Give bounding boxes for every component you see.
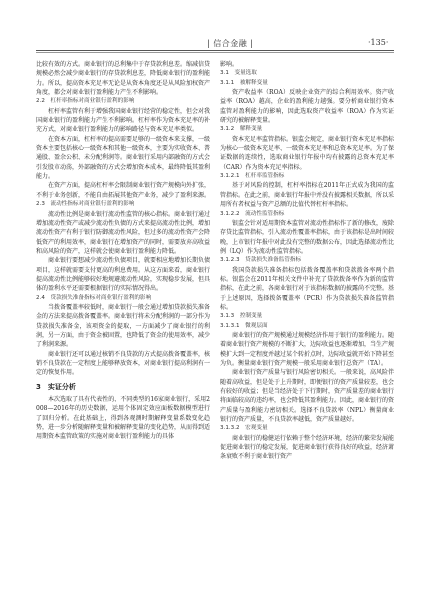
- subsection-heading: 2.4 贷款损失准备指标对商业银行盈利的影响: [36, 294, 152, 301]
- paragraph: 商业银行资产质量与银行风险密切相关。一般来说，高风险伴随着高收益，但是处于上升期时，即便银行的资产质量较差，也会有较好的收益；但是当经济处于下行期时，资产质量差的商业银行将面临较高的违约率，也会降低其盈利能力。因此，商业银行的资产质量与盈利能力密切相关。选择不良贷款率（NPL）衡量商业银行的资产质量，不良贷款率越低，资产质量越好。: [220, 369, 395, 424]
- subsection-heading: 2.3 流动性指标对商业银行盈利的影响: [36, 201, 135, 208]
- header-divider: [36, 50, 394, 51]
- paragraph: 商业银行的稳健运行依赖于整个经济环境，经济的繁荣发展能促进商业银行的稳定发展，促进商业银行获得良好的收益，经济萧条衰败不利于商业银行资产: [220, 434, 395, 461]
- subsection-heading: 3.1 变量选取: [220, 70, 257, 77]
- page-header: [0, 0, 427, 48]
- subsection-heading: 3.1.2.2 流动性监管指标: [220, 210, 285, 217]
- paragraph: 商业银行的资产规模通过规模经济作用于银行的盈利能力。随着商业银行资产规模的不断扩大，边际收益也逐渐增加，当生产规模扩大到一定程度并越过某个转折点时，边际收益就开始下降甚至为负。衡量商业银行资产规模一般采用商业银行总资产（TA）。: [220, 331, 395, 367]
- paragraph: 资产收益率（ROA）反映企业资产的综合利用效率。资产收益率（ROA）越高，企业的盈利能力越强。要分析商业银行资本监管对盈利能力的影响，因此选取资产收益率（ROA）作为实证研究的被解释变量。: [220, 89, 394, 125]
- page-number: ·135·: [368, 38, 389, 47]
- subsection-heading: 3.1.1 被解释变量: [220, 79, 268, 86]
- paragraph: 杠杆率监管有利于增强我国商业银行经营的稳定性，但会对我国商业银行的盈利能力产生不利影响。杠杆率作为资本充足率的补充方式，对商业银行盈利能力的影响路径与资本充足率类似。: [36, 107, 211, 134]
- right-column: [220, 60, 394, 462]
- paragraph: 我国贷款损失准备指标包括拨备覆盖率和贷款拨备率两个指标。银监会在2011年相关文件中补充了贷款拨备率作为新的监管指标，在此之前，各商业银行对于该指标数据的披露尚不完整。基于上述原因，选择拨备覆盖率（PCR）作为贷款损失准备监管指标。: [220, 266, 395, 311]
- subsection-heading: 3.1.3 控制变量: [220, 313, 263, 320]
- paragraph: 在资产方面，提高杠杆率会限制商业银行资产规模向外扩张，不利于业务创新，不能自由拓展其他资产业务，减少了盈利来源。: [36, 182, 211, 199]
- paragraph: 当拨备覆盖率较低时，商业银行一般会通过增加贷款损失准备金的方法来提高拨备覆盖率。商业银行将未分配利润的一部分作为贷款损失准备金，该项资金的提取，一方面减少了商业银行的利润，另一方面，由于资金被固置，也降低了资金的使用效率，减少了利润来源。: [36, 303, 211, 349]
- journal-title: | 信合金融 |: [207, 39, 254, 48]
- subsection-heading: 2.2 杠杆率指标对商业银行盈利的影响: [36, 98, 135, 105]
- paragraph: 资本充足率监管指标。银监会规定，商业银行资本充足率指标为核心一级资本充足率、一级资本充足率和总资本充足率。为了保证数据的连续性，选取商业银行年报中均有披露的总资本充足率（CAR）作为资本充足率指标。: [220, 135, 395, 171]
- paragraph: 商业银行还可以通过核销不良贷款的方式提高拨备覆盖率，核销不良贷款在一定程度上能够释放资本，对商业银行提高利润有一定的恢复作用。: [36, 350, 211, 377]
- subsection-heading: 3.1.2.1 杠杆率监管指标: [220, 173, 285, 180]
- paragraph: 影响。: [220, 61, 239, 68]
- subsection-heading: 3.1.3.2 宏观变量: [220, 425, 268, 432]
- paragraph: 银监会针对适用期资本监管对流动性指标作了新的修改，废除存贷比监管指标，引入流动性覆盖率指标，由于该指标是出时间较晚，上市银行年报中对此没有完整的数据公布，因此选择流动性比例（LQ）作为流动性监管指标。: [220, 219, 395, 255]
- header-divider-thin: [36, 52, 394, 53]
- paragraph: 在资本方面，杠杆率的提高需要足够的一级资本来支撑，一级资本主要包括核心一级资本和其他一级资本，主要为实收资本、普通股、盈余公积、未分配利润等。商业银行采用内部融资的方式会引发股市动荡，外部融资的方式会增加资本成本，最终降低其盈利能力。: [36, 135, 211, 181]
- paragraph: 本次选取了具有代表性的、不同类型的16家商业银行，采用2008—2016年的历史数据，运用个体固定效应面板数据模型进行了回归分析。在此基础上，得到各观测时期解释变量系数变化趋势，进一步分析随解释变量和被解释变量的变化趋势，从而得到适用期资本监管政策的实施对商业银行盈利能力的具体: [36, 396, 211, 441]
- paragraph: 商业银行要想减少流动性负债项目，就要相应地增加长期负债项目，这样就需要支付更高的利息费用。从这方面来看，商业银行提高流动性比例能够较好地规避流动性风险，实现稳步发展，但具体的盈利水平还需要根据银行的实际情况得出。: [36, 257, 211, 293]
- paragraph: 比较有效的方式。商业银行的总利集中于存贷款利息差。缩减信贷规模必然会减少商业银行的存贷款利息差，降低商业银行的盈利能力。所以，提高资本充足率无论是从资本角度还是从风险加权资产角度，都会对商业银行盈利能力产生不利影响。: [36, 61, 211, 97]
- left-column: [36, 60, 210, 442]
- subsection-heading: 3.1.3.1 微观层面: [220, 322, 268, 329]
- paragraph: 基于对风险的控制，杠杆率指标在2011年正式成为我国的监管指标。在此之前，商业银行年报中并没有披露相关数据，所以采用所有者权益与资产总额的比值代替杠杆率指标。: [220, 182, 395, 209]
- subsection-heading: 3.1.2.3 贷款损失准备监管指标: [220, 257, 302, 264]
- paragraph: 流动性比例是商业银行流动性监管的核心指标。商业银行通过增加流动性资产或减少流动性负债的方式来提高流动性比例，增加流动性资产有利于银行防御流动性风险，但过多的流动性资产会降低资产的利用效率，商业银行在增加资产的同时，需要放弃高收益和高风险的资产，这样就会使商业银行盈利能力降低。: [36, 210, 211, 255]
- subsection-heading: 3.1.2 解释变量: [220, 126, 263, 133]
- section-heading: 3 实证分析: [36, 382, 76, 391]
